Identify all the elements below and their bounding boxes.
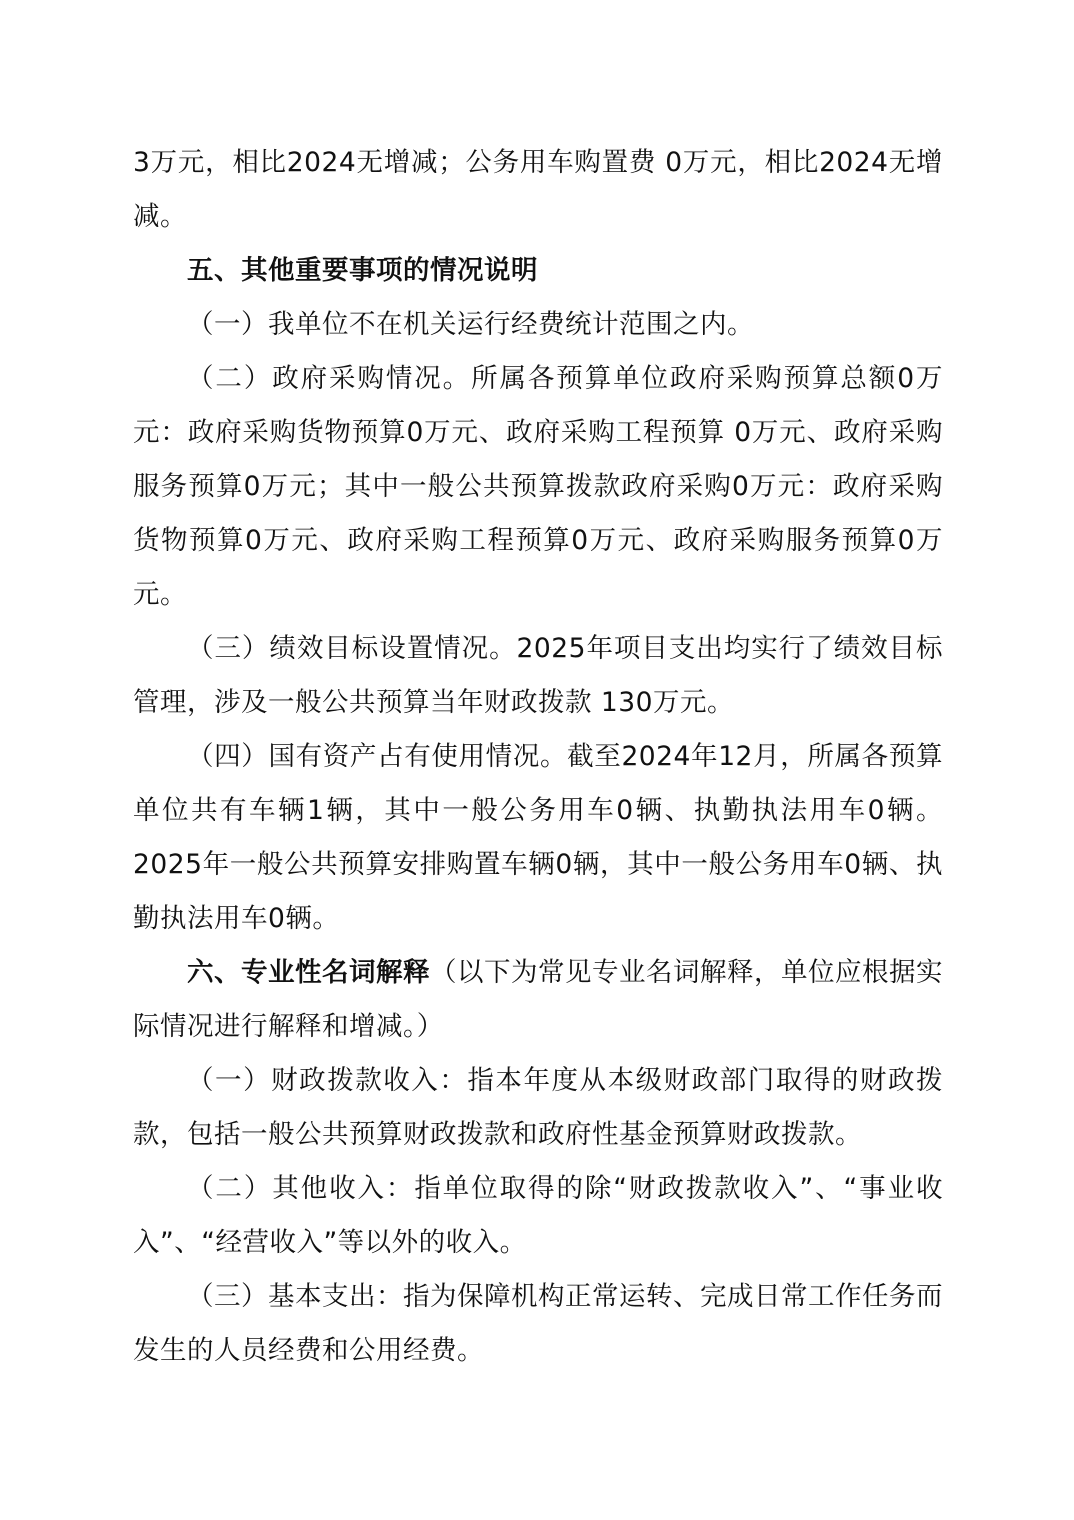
section-6-note: （以下为常见专业名词解释，单位应根据实际情况进行解释和增减。）: [133, 957, 943, 1042]
section-5-item-1: （一）我单位不在机关运行经费统计范围之内。: [187, 309, 754, 340]
section-6-heading-paragraph: [133, 946, 943, 1054]
section-6-heading: 六、专业性名词解释: [187, 957, 430, 988]
section-5-item-3: （三）绩效目标设置情况。2025年项目支出均实行了绩效目标管理，涉及一般公共预算当年财政拨款 130万元。: [133, 633, 943, 718]
section-5-heading: 五、其他重要事项的情况说明: [187, 255, 538, 286]
continuation-paragraph: 3万元，相比2024无增减；公务用车购置费 0万元，相比2024无增减。: [133, 147, 943, 232]
document-page: [133, 136, 943, 1378]
section-6-item-1: （一）财政拨款收入：指本年度从本级财政部门取得的财政拨款，包括一般公共预算财政拨款和政府性基金预算财政拨款。: [133, 1065, 943, 1150]
section-5-item-4: （四）国有资产占有使用情况。截至2024年12月，所属各预算单位共有车辆1辆，其中一般公务用车0辆、执勤执法用车0辆。2025年一般公共预算安排购置车辆0辆，其中一般公务用车0辆、执勤执法用车0辆。: [133, 741, 943, 934]
section-6-item-2: （二）其他收入：指单位取得的除“财政拨款收入”、“事业收入”、“经营收入”等以外的收入。: [133, 1173, 943, 1258]
section-5-item-2: （二）政府采购情况。所属各预算单位政府采购预算总额0万元：政府采购货物预算0万元、政府采购工程预算 0万元、政府采购服务预算0万元；其中一般公共预算拨款政府采购0万元：政府采购货物预算0万元、政府采购工程预算0万元、政府采购服务预算0万元。: [133, 363, 943, 610]
section-6-item-3: （三）基本支出：指为保障机构正常运转、完成日常工作任务而发生的人员经费和公用经费。: [133, 1281, 943, 1366]
